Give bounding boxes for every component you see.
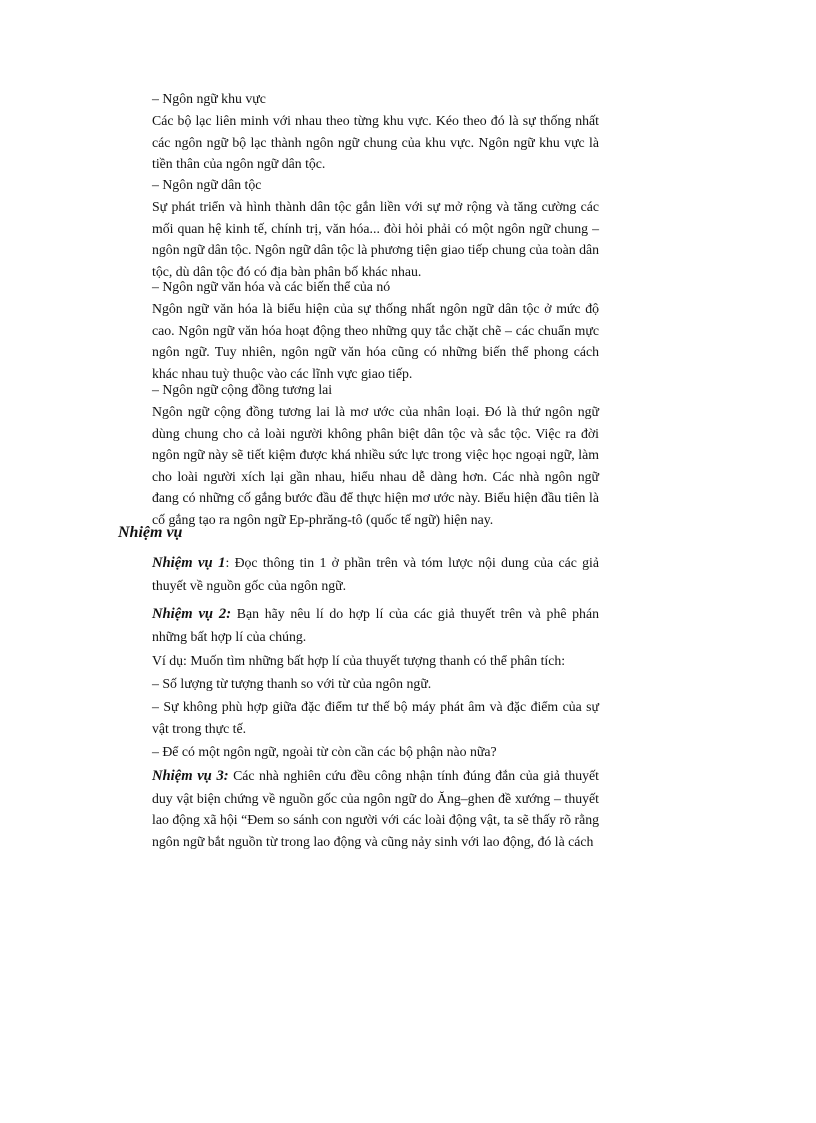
task-3 <box>152 765 599 852</box>
task-1 <box>152 552 599 596</box>
paragraph-future-language: Ngôn ngữ cộng đồng tương lai là mơ ước của nhân loại. Đó là thứ ngôn ngữ dùng chung cho cả loài người không phân biệt dân tộc và sắc tộc. Việc ra đời ngôn ngữ này sẽ tiết kiệm được khá nhiều sức lực trong việc học ngoại ngữ, làm cho loài người xích lại gần nhau, hiểu nhau dễ dàng hơn. Các nhà ngôn ngữ đang có những cố gắng bước đầu để thực hiện mơ ước này. Biểu hiện đầu tiên là cố gắng tạo ra ngôn ngữ Ep-phrăng-tô (quốc tế ngữ) hiện nay. <box>152 404 599 527</box>
example-item: – Số lượng từ tượng thanh so với từ của ngôn ngữ. <box>152 676 432 691</box>
task-1-text: : Đọc thông tin 1 ở phần trên và tóm lược nội dung của các giả thuyết về nguồn gốc của ngôn ngữ. <box>152 555 600 593</box>
tasks-heading: Nhiệm vụ <box>118 524 183 541</box>
task-2 <box>152 603 599 647</box>
section-heading-cultural-language: – Ngôn ngữ văn hóa và các biến thể của nó <box>152 279 391 294</box>
task-2-label: Nhiệm vụ 2: <box>152 606 232 622</box>
section-heading-future-language: – Ngôn ngữ cộng đồng tương lai <box>152 382 333 397</box>
task-3-text: Các nhà nghiên cứu đều công nhận tính đúng đắn của giả thuyết duy vật biện chứng về nguồn gốc của ngôn ngữ do Ăng–ghen đề xướng – thuyết lao động xã hội “Đem so sánh con người với các loài động vật, ta sẽ thấy rõ rằng ngôn ngữ bắt nguồn từ trong lao động và cũng nảy sinh với lao động, đó là cách <box>152 768 599 849</box>
task-3-label: Nhiệm vụ 3: <box>152 768 229 784</box>
task-1-label: Nhiệm vụ 1 <box>152 555 226 571</box>
section-heading-regional-language: – Ngôn ngữ khu vực <box>152 91 266 106</box>
task-2-text: Bạn hãy nêu lí do hợp lí của các giả thuyết trên và phê phán những bất hợp lí của chúng. <box>152 606 599 644</box>
example-intro: Ví dụ: Muốn tìm những bất hợp lí của thuyết tượng thanh có thể phân tích: <box>152 653 566 668</box>
section-heading-national-language: – Ngôn ngữ dân tộc <box>152 177 262 192</box>
paragraph-regional-language: Các bộ lạc liên minh với nhau theo từng khu vực. Kéo theo đó là sự thống nhất các ngôn ngữ bộ lạc thành ngôn ngữ chung của khu vực. Ngôn ngữ khu vực là tiền thân của ngôn ngữ dân tộc. <box>152 113 599 171</box>
example-item: – Sự không phù hợp giữa đặc điểm tư thế bộ máy phát âm và đặc điểm của sự vật trong thực tế. <box>152 699 599 736</box>
paragraph-national-language: Sự phát triển và hình thành dân tộc gắn liền với sự mở rộng và tăng cường các mối quan hệ kinh tế, chính trị, văn hóa... đòi hỏi phải có một ngôn ngữ chung – ngôn ngữ dân tộc. Ngôn ngữ dân tộc là phương tiện giao tiếp chung của toàn dân tộc, dù dân tộc đó có địa bàn phân bố khác nhau. <box>152 199 599 279</box>
paragraph-cultural-language: Ngôn ngữ văn hóa là biểu hiện của sự thống nhất ngôn ngữ dân tộc ở mức độ cao. Ngôn ngữ văn hóa hoạt động theo những quy tắc chặt chẽ – các chuẩn mực ngôn ngữ. Tuy nhiên, ngôn ngữ văn hóa cũng có những biến thể phong cách khác nhau tuỳ thuộc vào các lĩnh vực giao tiếp. <box>152 301 599 381</box>
example-item: – Để có một ngôn ngữ, ngoài từ còn cần các bộ phận nào nữa? <box>152 744 497 759</box>
